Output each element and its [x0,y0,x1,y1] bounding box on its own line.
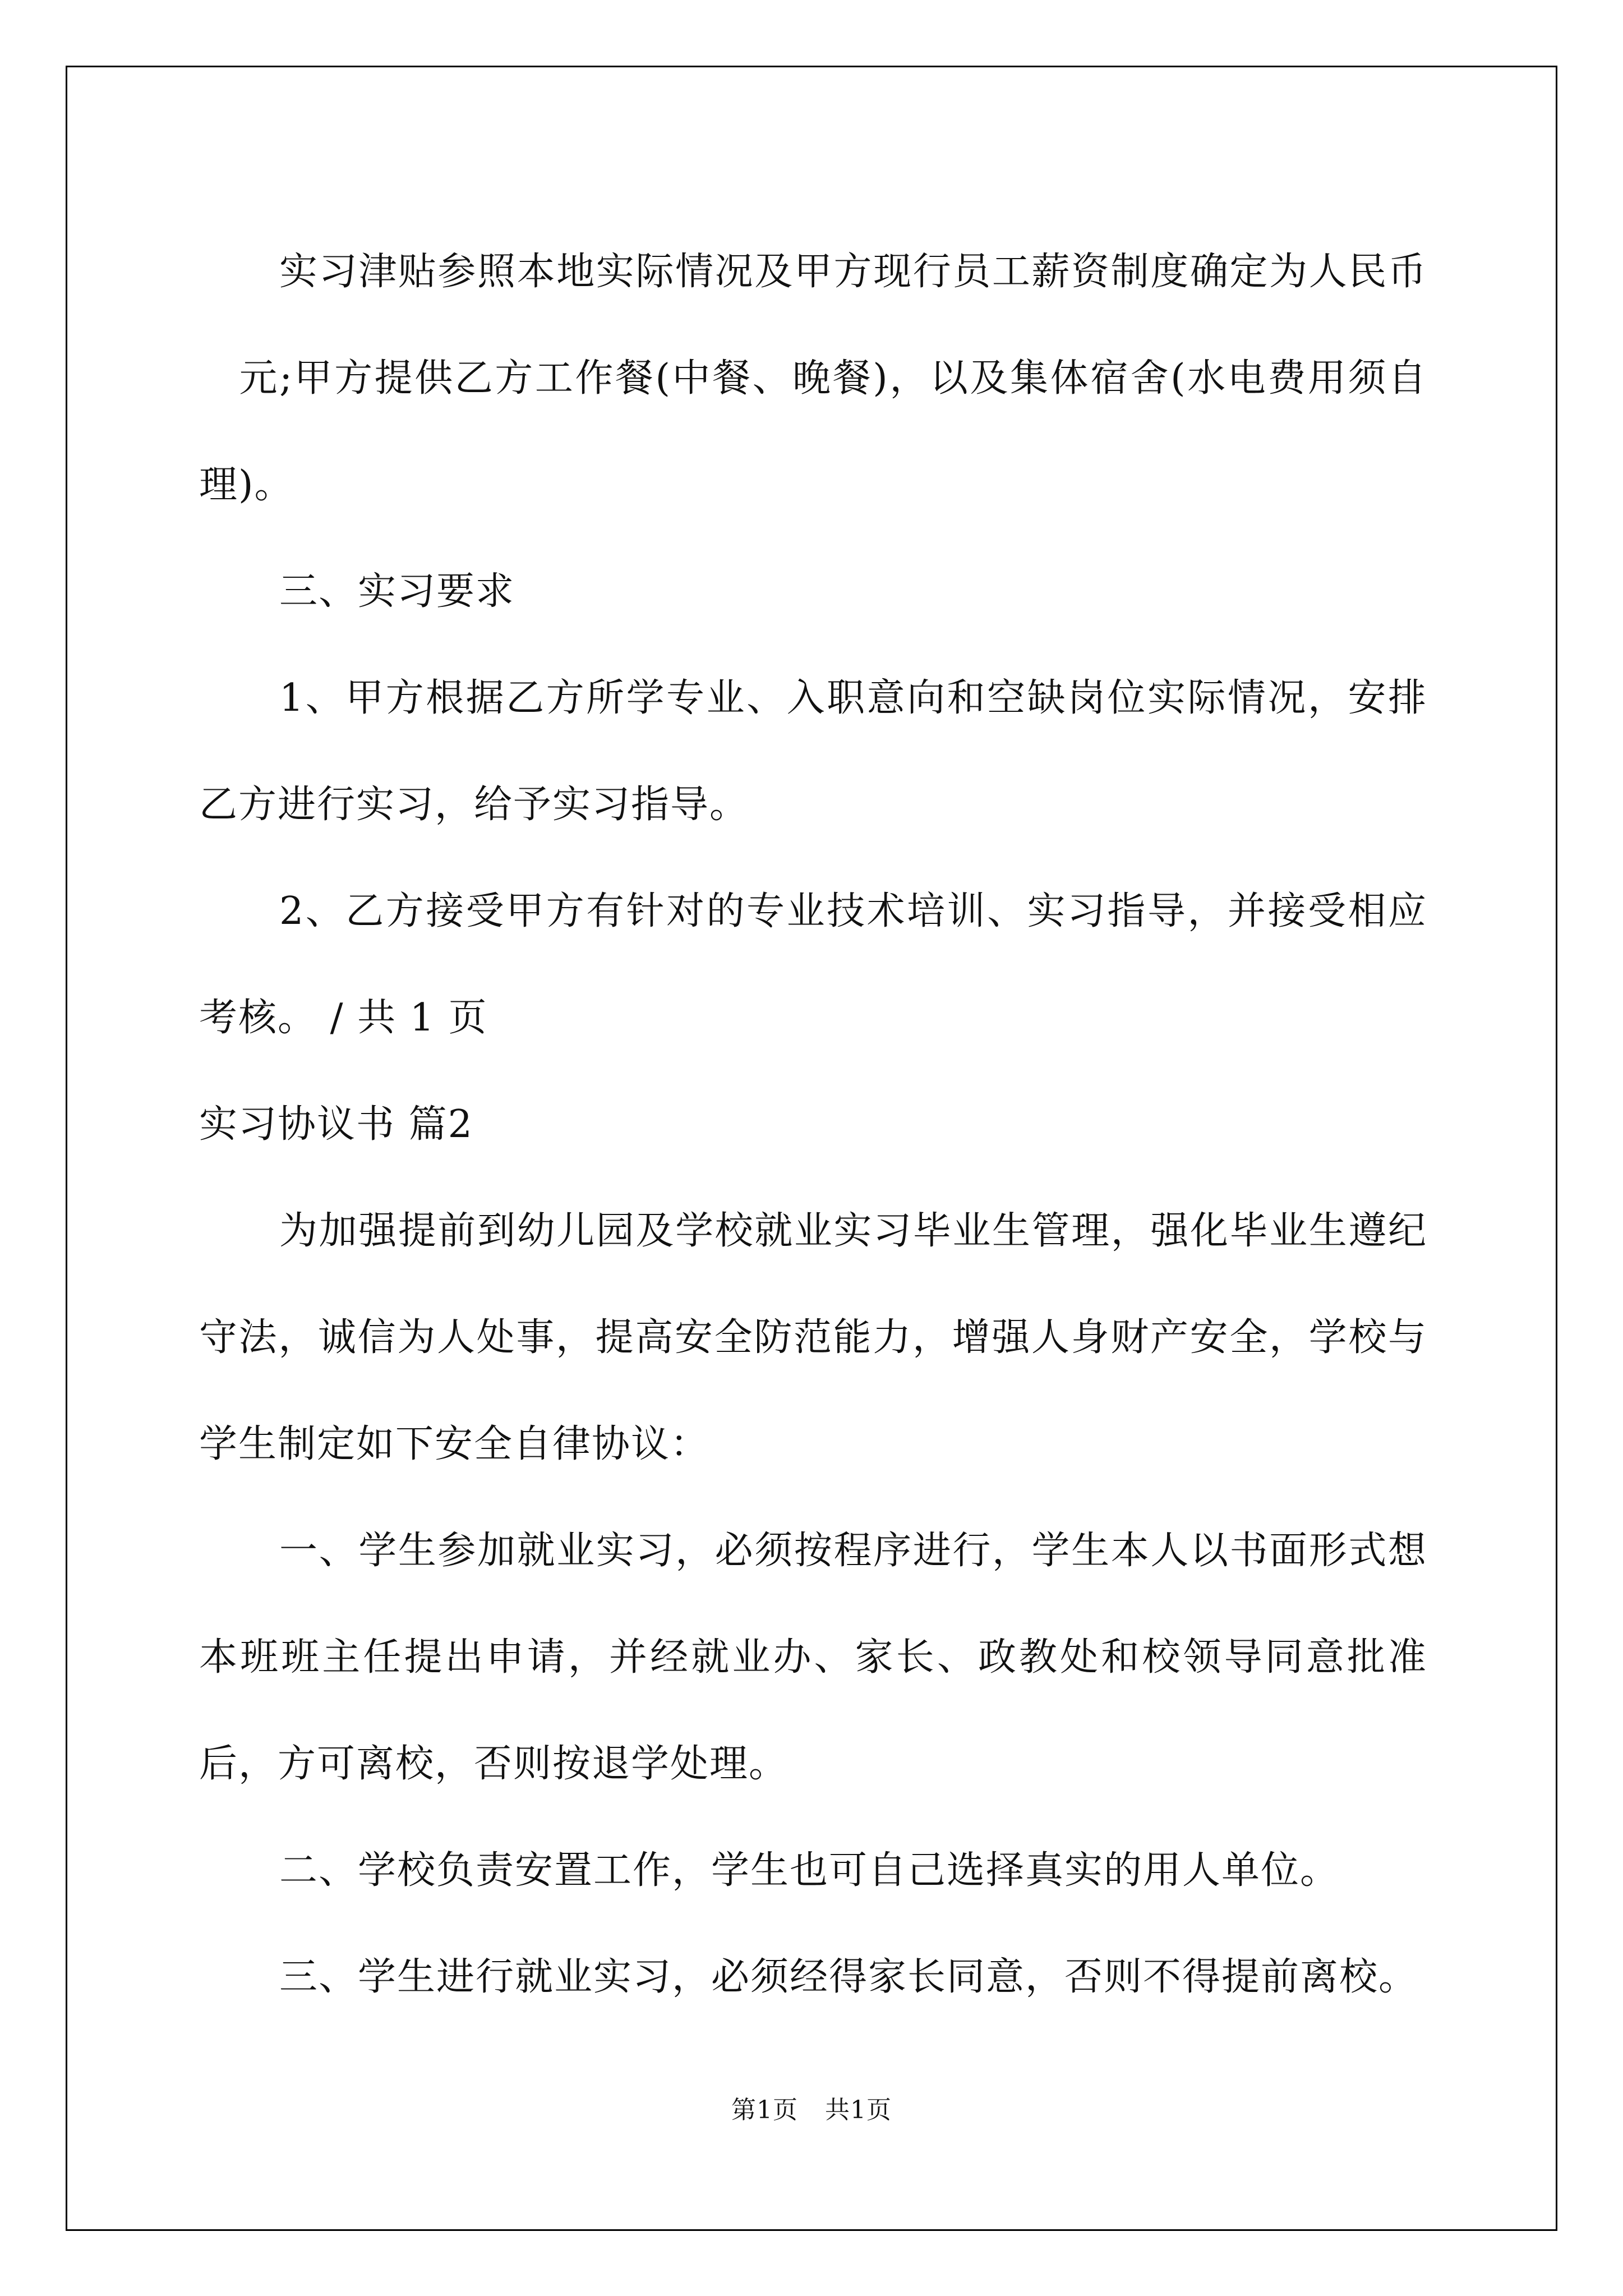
paragraph-clause-3: 三、学生进行就业实习，必须经得家长同意，否则不得提前离校。 [279,1955,1418,1999]
document-body [199,219,1427,2031]
section-heading-requirements: 三、实习要求 [279,569,515,614]
paragraph-text: 元;甲方提供乙方工作餐(中餐、晚餐)，以及集体宿舍(水电费用须自理)。 [199,356,1427,507]
paragraph-clause-2: 二、学校负责安置工作，学生也可自己选择真实的用人单位。 [279,1848,1340,1893]
paragraph-text: 实习津贴参照本地实际情况及甲方现行员工薪资制度确定为人民币 [279,250,1427,294]
page-number: 第1页 [731,2096,798,2124]
paragraph-allowance [199,219,1427,539]
document-title-part-2: 实习协议书 篇2 [199,1102,473,1147]
paragraph-clause-1: 一、学生参加就业实习，必须按程序进行，学生本人以书面形式想本班班主任提出申请，并经就业办、家长、政教处和校领导同意批准后，方可离校，否则按退学处理。 [199,1529,1427,1786]
page-total: 共1页 [825,2096,892,2124]
page-footer [0,2090,1623,2125]
paragraph-intro: 为加强提前到幼儿园及学校就业实习毕业生管理，强化毕业生遵纪守法，诚信为人处事，提高安全防范能力，增强人身财产安全，学校与学生制定如下安全自律协议： [199,1209,1427,1466]
paragraph-item-2: 2、乙方接受甲方有针对的专业技术培训、实习指导，并接受相应考核。 / 共 1 页 [199,889,1427,1040]
paragraph-item-1: 1、甲方根据乙方所学专业、入职意向和空缺岗位实际情况，安排乙方进行实习，给予实习指导。 [199,676,1427,827]
